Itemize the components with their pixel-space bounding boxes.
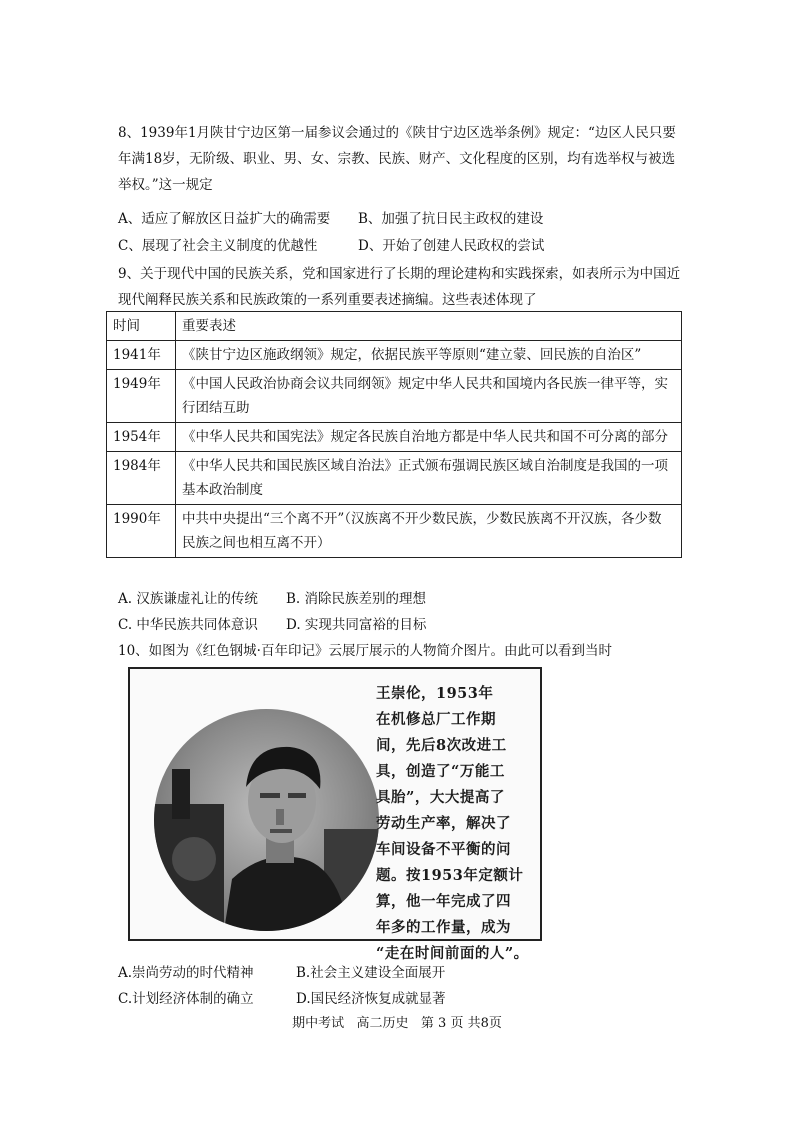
q10-option-b[interactable]: B.社会主义建设全面展开: [296, 965, 446, 981]
table-cell-year: 1984年: [107, 452, 176, 505]
q9-stem: 9、关于现代中国的民族关系，党和国家进行了长期的理论建构和实践探索，如表所示为中国近现代阐释民族关系和民族政策的一系列重要表述摘编。这些表述体现了: [118, 266, 681, 308]
table-cell-statement: 《中国人民政治协商会议共同纲领》规定中华人民共和国境内各民族一律平等，实行团结互助: [176, 370, 682, 423]
portrait-photo: [154, 709, 379, 931]
table-row: [107, 452, 682, 505]
table-cell-year: 1990年: [107, 505, 176, 558]
page-footer: 期中考试 高二历史 第 3 页 共8页: [292, 1016, 502, 1031]
q8-stem: 8、1939年1月陕甘宁边区第一届参议会通过的《陕甘宁边区选举条例》规定：“边区人民只要年满18岁，无阶级、职业、男、女、宗教、民族、财产、文化程度的区别，均有选举权与被选举权。”这一规定: [118, 125, 676, 193]
q10-stem: 10、如图为《红色钢城·百年印记》云展厅展示的人物简介图片。由此可以看到当时: [118, 643, 612, 659]
table-row: [107, 341, 682, 370]
q10-option-a[interactable]: A.崇尚劳动的时代精神: [118, 965, 254, 981]
q8-option-b[interactable]: B、加强了抗日民主政权的建设: [358, 211, 544, 227]
q9-options-row-2: [118, 614, 426, 636]
table-cell-statement: 《陕甘宁边区施政纲领》规定，依据民族平等原则“建立蒙、回民族的自治区”: [176, 341, 682, 370]
q9-option-c[interactable]: C. 中华民族共同体意识: [118, 617, 258, 633]
table-cell-year: 1954年: [107, 423, 176, 452]
table-header-time: 时间: [107, 312, 176, 341]
table-row: [107, 423, 682, 452]
q8-option-a[interactable]: A、适应了解放区日益扩大的确需要: [118, 211, 331, 227]
table-cell-statement: 《中华人民共和国民族区域自治法》正式颁布强调民族区域自治制度是我国的一项基本政治制度: [176, 452, 682, 505]
q10-option-d[interactable]: D.国民经济恢复成就显著: [296, 991, 446, 1007]
table-row: [107, 505, 682, 558]
q10-options-row-1: [118, 962, 445, 984]
q10-options-row-2: [118, 988, 446, 1010]
table-cell-year: 1941年: [107, 341, 176, 370]
q8-options-row-2: [118, 235, 544, 257]
q10-option-c[interactable]: C.计划经济体制的确立: [118, 991, 254, 1007]
table-header-row: [107, 312, 682, 341]
table-cell-statement: 中共中央提出“三个离不开”（汉族离不开少数民族，少数民族离不开汉族，各少数民族之间也相互离不开）: [176, 505, 682, 558]
policy-table: [106, 311, 682, 558]
q8-option-c[interactable]: C、展现了社会主义制度的优越性: [118, 238, 318, 254]
table-header-statement: 重要表述: [176, 312, 682, 341]
q9-option-a[interactable]: A. 汉族谦虚礼让的传统: [118, 591, 258, 607]
person-profile-figure: [128, 667, 542, 962]
q8-option-d[interactable]: D、开始了创建人民政权的尝试: [358, 238, 545, 254]
q9-option-d[interactable]: D. 实现共同富裕的目标: [286, 617, 427, 633]
portrait-silhouette-icon: [154, 709, 379, 931]
q8-options-row-1: [118, 208, 543, 230]
q9-options-row-1: [118, 588, 426, 610]
table-cell-year: 1949年: [107, 370, 176, 423]
profile-caption: 王崇伦，1953年 在机修总厂工作期 间，先后8次改进工 具，创造了“万能工 具胎”，大大提高了 劳动生产率，解决了 车间设备不平衡的问 题。按1953年定额计 算，他一年完成了四 年多的工作量，成为 “走在时间前面的人”。: [376, 685, 529, 962]
table-cell-statement: 《中华人民共和国宪法》规定各民族自治地方都是中华人民共和国不可分离的部分: [176, 423, 682, 452]
table-row: [107, 370, 682, 423]
q9-option-b[interactable]: B. 消除民族差别的理想: [286, 591, 427, 607]
